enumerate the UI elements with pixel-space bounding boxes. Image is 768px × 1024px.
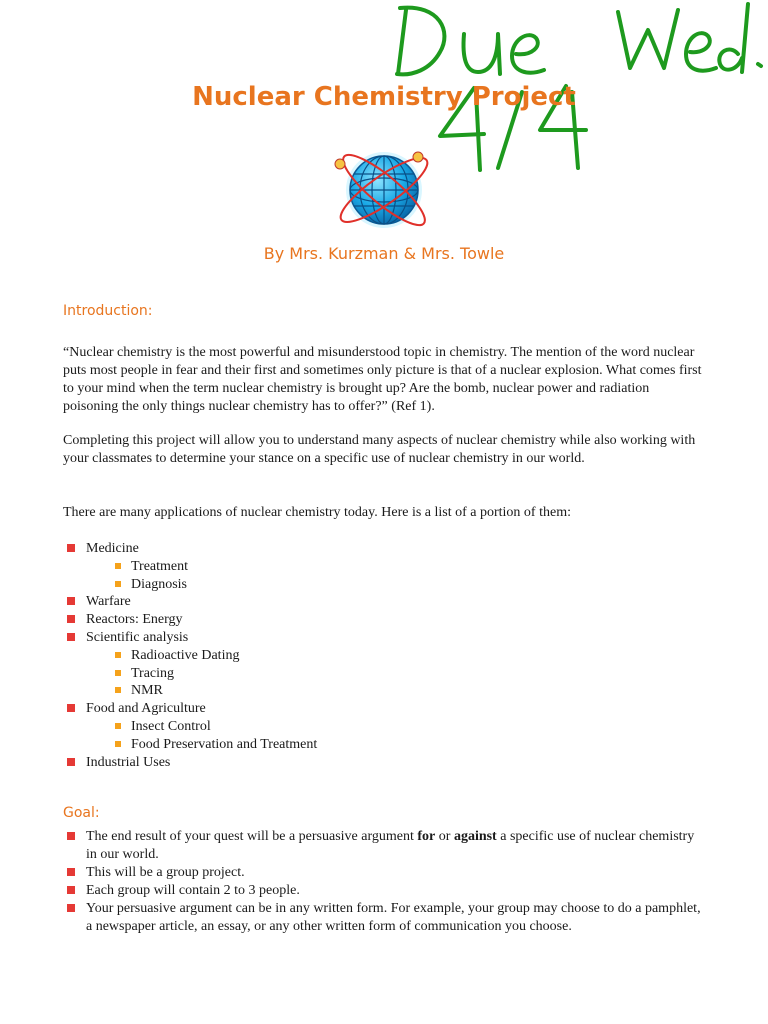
application-item: Industrial Uses (63, 754, 703, 772)
application-subitem: Diagnosis (63, 576, 703, 594)
atom-globe-logo (330, 140, 438, 236)
goal-heading: Goal: (63, 805, 100, 821)
goal-item: Each group will contain 2 to 3 people. (63, 882, 703, 900)
application-subitem: Treatment (63, 558, 703, 576)
goal-item: Your persuasive argument can be in any written form. For example, your group may choose to do a pamphlet, a newspaper article, an essay, or any other written form of communication you choose. (63, 900, 703, 936)
byline: By Mrs. Kurzman & Mrs. Towle (263, 244, 505, 263)
application-item: Scientific analysis (63, 629, 703, 647)
introduction-quote: “Nuclear chemistry is the most powerful and misunderstood topic in chemistry. The mention of the word nuclear puts most people in fear and their first and sometimes only picture is that of a nuclear explosion. What comes first to your mind when the term nuclear chemistry is brought up? Are the bomb, nuclear power and radiation poisoning the only things nuclear chemistry has to offer?” (Ref 1). (63, 345, 702, 414)
application-item: Medicine (63, 540, 703, 558)
goal-item: The end result of your quest will be a persuasive argument for or against a specific use of nuclear chemistry in our world. (63, 828, 703, 864)
application-subitem: Insect Control (63, 718, 703, 736)
application-subitem: Tracing (63, 665, 703, 683)
application-subitem: NMR (63, 682, 703, 700)
introduction-paragraph: Completing this project will allow you to understand many aspects of nuclear chemistry while also working with your classmates to determine your stance on a specific use of nuclear chemistry in our world. (63, 433, 696, 466)
page-title: Nuclear Chemistry Project (192, 82, 576, 112)
application-item: Reactors: Energy (63, 611, 703, 629)
application-subitem: Food Preservation and Treatment (63, 736, 703, 754)
application-subitem: Radioactive Dating (63, 647, 703, 665)
application-item: Food and Agriculture (63, 700, 703, 718)
application-item: Warfare (63, 593, 703, 611)
applications-intro: There are many applications of nuclear chemistry today. Here is a list of a portion of them: (63, 505, 571, 520)
emphasis-against: against (453, 829, 497, 844)
goal-item: This will be a group project. (63, 864, 703, 882)
emphasis-for: for (417, 829, 436, 844)
introduction-heading: Introduction: (63, 303, 153, 319)
goal-list (63, 828, 703, 936)
applications-list (63, 540, 703, 771)
